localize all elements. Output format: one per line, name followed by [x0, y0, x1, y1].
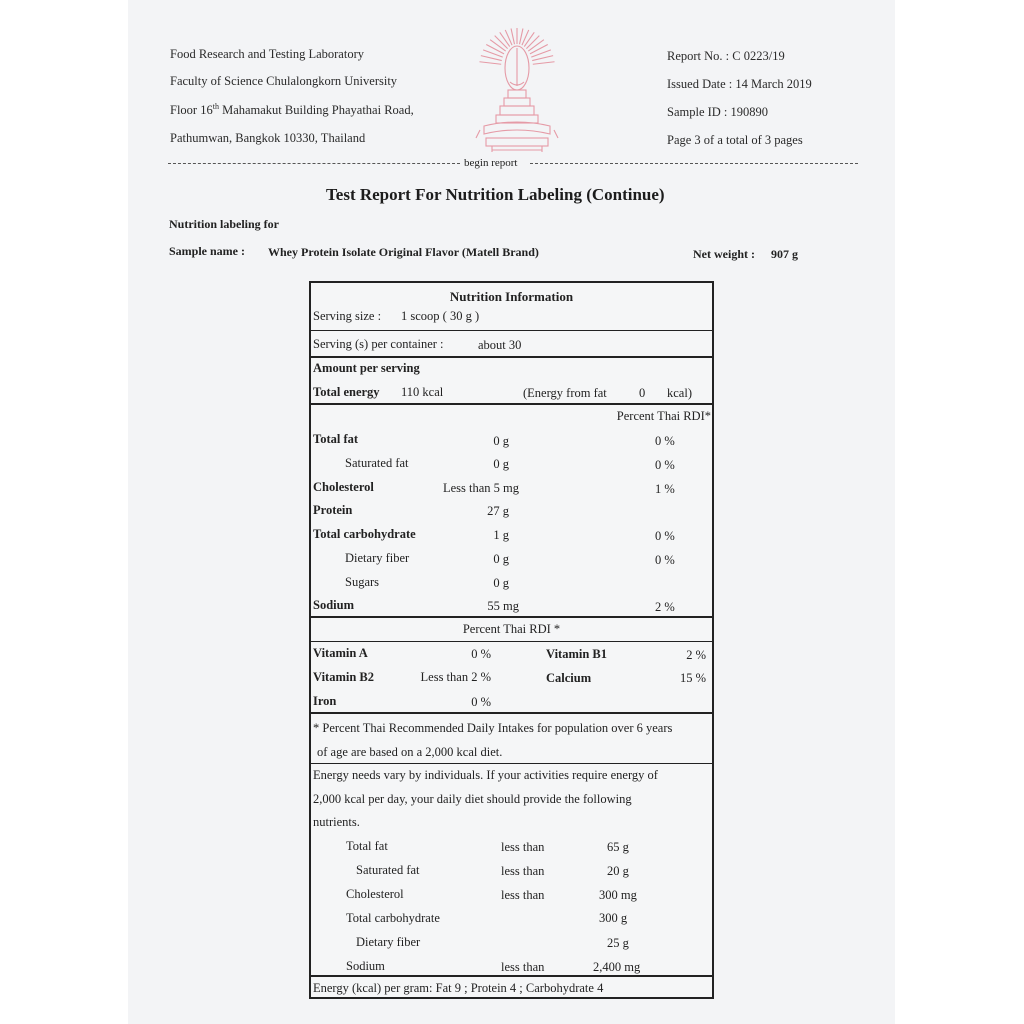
- limit-qualifier: less than: [501, 864, 545, 878]
- limit-name: Total carbohydrate: [346, 911, 440, 925]
- servings-label: Serving (s) per container :: [313, 337, 444, 351]
- vitamin-value: Less than 2 %: [420, 670, 491, 684]
- floor-sup: th: [212, 102, 219, 111]
- nutrient-rdi: 0 %: [655, 458, 675, 472]
- serving-size-label: Serving size :: [313, 309, 382, 323]
- energy-needs-line: 2,000 kcal per day, your daily diet should provide the following: [313, 792, 632, 806]
- net-weight-label: Net weight :: [693, 247, 755, 261]
- nutrient-name: Protein: [313, 503, 353, 517]
- limit-value: 300 mg: [599, 888, 637, 902]
- limit-value: 20 g: [607, 864, 629, 878]
- nutrient-amount: 55 mg: [487, 599, 519, 613]
- energy-needs-line: nutrients.: [313, 815, 360, 829]
- vitamin-name: Vitamin B2: [313, 670, 374, 684]
- nutrient-name: Sodium: [313, 598, 354, 612]
- limit-name: Sodium: [346, 959, 385, 973]
- divider: [311, 403, 712, 405]
- divider: [311, 975, 712, 977]
- limit-qualifier: less than: [501, 888, 545, 902]
- limit-value: 25 g: [607, 936, 629, 950]
- nutrient-name: Dietary fiber: [345, 551, 410, 565]
- nutrient-rdi: 0 %: [655, 529, 675, 543]
- total-energy: 110 kcal: [401, 385, 444, 399]
- nutrient-rdi: 2 %: [655, 600, 675, 614]
- nutrient-rdi: 0 %: [655, 553, 675, 567]
- divider: [311, 616, 712, 618]
- limit-qualifier: less than: [501, 960, 545, 974]
- divider: [311, 763, 712, 764]
- vitamin-value: 2 %: [686, 648, 706, 662]
- begin-report-label: begin report: [464, 157, 518, 169]
- footnote-line: of age are based on a 2,000 kcal diet.: [317, 745, 503, 759]
- vitamin-name: Vitamin A: [313, 646, 368, 660]
- energy-fat-value: 0: [639, 386, 646, 400]
- panel-title: Nutrition Information: [449, 289, 574, 304]
- limit-name: Dietary fiber: [356, 935, 421, 949]
- limit-qualifier: less than: [501, 840, 545, 854]
- nutrient-name: Sugars: [345, 575, 380, 589]
- sample-name: Whey Protein Isolate Original Flavor (Matell Brand): [268, 245, 539, 259]
- nutrient-amount: 0 g: [493, 434, 509, 448]
- page-info: Page 3 of a total of 3 pages: [667, 133, 803, 147]
- nutrient-rdi: 0 %: [655, 434, 675, 448]
- issued-date: Issued Date : 14 March 2019: [667, 77, 812, 91]
- net-weight: 907 g: [771, 247, 798, 261]
- nutrient-amount: 0 g: [493, 552, 509, 566]
- sample-name-label: Sample name :: [169, 244, 245, 258]
- sample-id: Sample ID : 190890: [667, 105, 769, 119]
- report-title: Test Report For Nutrition Labeling (Continue): [326, 185, 665, 204]
- nutrient-amount: 0 g: [493, 457, 509, 471]
- vitamin-rdi-header: Percent Thai RDI *: [462, 622, 561, 636]
- lab-name: Food Research and Testing Laboratory: [170, 47, 364, 61]
- vitamin-value: 0 %: [471, 647, 491, 661]
- lab-building: Mahamakut Building Phayathai Road,: [222, 103, 414, 118]
- labeling-for: Nutrition labeling for: [169, 217, 279, 231]
- limit-value: 2,400 mg: [593, 960, 641, 974]
- separator-left: [168, 163, 460, 164]
- energy-needs-line: Energy needs vary by individuals. If your activities require energy of: [313, 768, 658, 782]
- serving-size: 1 scoop ( 30 g ): [401, 309, 480, 323]
- nutrient-name: Cholesterol: [313, 480, 374, 494]
- floor-prefix: Floor 16: [170, 103, 213, 118]
- nutrient-name: Total carbohydrate: [313, 527, 416, 541]
- vitamin-value: 0 %: [471, 695, 491, 709]
- nutrient-name: Saturated fat: [345, 456, 409, 470]
- nutrient-amount: 0 g: [493, 576, 509, 590]
- nutrient-name: Total fat: [313, 432, 359, 446]
- energy-fat-label: (Energy from fat: [523, 386, 607, 400]
- vitamin-value: 15 %: [679, 671, 706, 685]
- energy-fat-unit: kcal): [667, 386, 692, 400]
- vitamin-name: Calcium: [546, 671, 592, 685]
- servings: about 30: [478, 338, 522, 352]
- nutrient-amount: Less than 5 mg: [442, 481, 519, 495]
- nutrient-amount: 27 g: [487, 504, 509, 518]
- university-seal-icon: [472, 26, 562, 154]
- energy-per-gram: Energy (kcal) per gram: Fat 9 ; Protein 4 ; Carbohydrate 4: [313, 981, 604, 995]
- limit-name: Total fat: [346, 839, 388, 853]
- limit-name: Cholesterol: [346, 887, 404, 901]
- nutrient-amount: 1 g: [493, 528, 509, 542]
- report-number: Report No. : C 0223/19: [667, 49, 785, 63]
- vitamin-name: Iron: [313, 694, 337, 708]
- nutrition-panel: [309, 281, 714, 999]
- lab-faculty: Faculty of Science Chulalongkorn University: [170, 74, 398, 88]
- total-energy-label: Total energy: [313, 385, 380, 399]
- rdi-header: Percent Thai RDI*: [616, 409, 711, 423]
- vitamin-name: Vitamin B1: [546, 647, 607, 661]
- lab-address-line: [170, 102, 414, 118]
- lab-city: Pathumwan, Bangkok 10330, Thailand: [170, 131, 366, 145]
- divider: [311, 712, 712, 714]
- nutrient-rdi: 1 %: [655, 482, 675, 496]
- limit-name: Saturated fat: [356, 863, 420, 877]
- divider: [311, 356, 712, 358]
- limit-value: 65 g: [607, 840, 629, 854]
- amount-per-serving: Amount per serving: [313, 361, 420, 375]
- limit-value: 300 g: [599, 911, 628, 925]
- divider: [311, 330, 712, 331]
- separator-right: [530, 163, 858, 164]
- divider: [311, 641, 712, 642]
- footnote-line: * Percent Thai Recommended Daily Intakes for population over 6 years: [313, 721, 673, 735]
